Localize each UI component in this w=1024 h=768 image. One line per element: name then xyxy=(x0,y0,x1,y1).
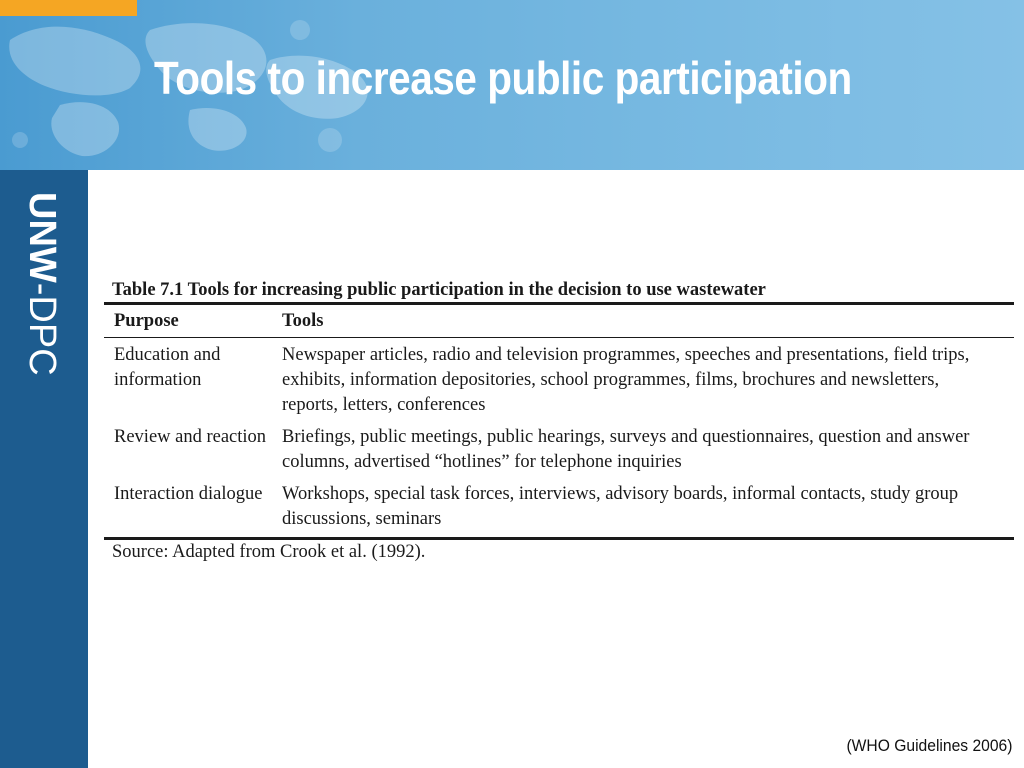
purpose-cell: Review and reaction xyxy=(114,427,267,447)
accent-tab xyxy=(0,0,137,16)
purpose-cell: Education and information xyxy=(114,345,221,390)
tools-cell: Newspaper articles, radio and television programmes, speeches and presentations, field trips, exhibits, information depositories, school programmes, films, brochures and newsletters, reports, letters, conferences xyxy=(282,345,970,415)
table-source-note: Source: Adapted from Crook et al. (1992). xyxy=(112,542,426,562)
tools-cell: Briefings, public meetings, public hearings, surveys and questionnaires, question and answer columns, advertised “hotlines” for telephone inquiries xyxy=(282,427,970,472)
table-row xyxy=(104,338,1014,423)
logo-text xyxy=(22,192,62,376)
table-row xyxy=(104,480,1014,537)
tools-table xyxy=(104,305,1014,537)
table-header-row xyxy=(104,305,1014,337)
logo-text-light: -DPC xyxy=(21,282,63,376)
column-header-purpose: Purpose xyxy=(114,311,179,331)
table-figure xyxy=(104,278,1014,583)
slide-title: Tools to increase public participation xyxy=(154,52,852,104)
column-header-tools: Tools xyxy=(282,311,324,331)
table-caption: Table 7.1 Tools for increasing public participation in the decision to use wastewater xyxy=(112,280,766,300)
table-row xyxy=(104,423,1014,480)
header-band xyxy=(0,0,1024,170)
logo-text-strong: UNW xyxy=(21,192,63,283)
tools-cell: Workshops, special task forces, interviews, advisory boards, informal contacts, study group discussions, seminars xyxy=(282,484,959,529)
citation: (WHO Guidelines 2006) xyxy=(845,736,1012,755)
purpose-cell: Interaction dialogue xyxy=(114,484,263,504)
unw-dpc-logo xyxy=(22,192,62,402)
